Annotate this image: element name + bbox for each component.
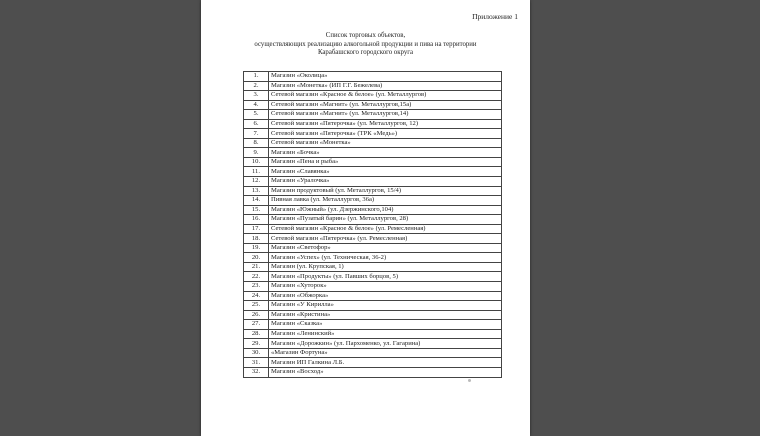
table-row xyxy=(244,272,502,282)
row-number: 23. xyxy=(244,282,269,292)
table-row xyxy=(244,205,502,215)
store-name: Магазин «Дорожкин» (ул. Пархоменко, ул. Гагарина) xyxy=(269,339,502,349)
row-number: 18. xyxy=(244,234,269,244)
row-number: 13. xyxy=(244,186,269,196)
store-name: Магазин «Монетка» (ИП Г.Г. Бежелева) xyxy=(269,81,502,91)
store-name: Сетевой магазин «Магнит» (ул. Металлургов,14) xyxy=(269,110,502,120)
store-name: Магазин «Пена и рыба» xyxy=(269,157,502,167)
row-number: 29. xyxy=(244,339,269,349)
store-name: Пивная лавка (ул. Металлургов, 36а) xyxy=(269,196,502,206)
row-number: 4. xyxy=(244,100,269,110)
row-number: 6. xyxy=(244,119,269,129)
store-name: Магазин «Продукты» (ул. Павших борцов, 5) xyxy=(269,272,502,282)
store-name: Магазин «Уралочка» xyxy=(269,177,502,187)
annex-label: Приложение 1 xyxy=(472,12,518,21)
store-name: Магазин «У Кирилла» xyxy=(269,301,502,311)
table-row xyxy=(244,329,502,339)
table-row xyxy=(244,110,502,120)
table-row xyxy=(244,348,502,358)
table-row xyxy=(244,234,502,244)
table-row xyxy=(244,367,502,377)
table-row xyxy=(244,186,502,196)
table-row xyxy=(244,157,502,167)
store-name: Магазин «Успех» (ул. Техническая, 36-2) xyxy=(269,253,502,263)
store-name: Магазин «Кристина» xyxy=(269,310,502,320)
row-number: 30. xyxy=(244,348,269,358)
store-name: Магазин «Сказка» xyxy=(269,320,502,330)
row-number: 12. xyxy=(244,177,269,187)
row-number: 22. xyxy=(244,272,269,282)
store-name: Магазин «Южный» (ул. Дзержинского,104) xyxy=(269,205,502,215)
table-row xyxy=(244,301,502,311)
row-number: 1. xyxy=(244,72,269,82)
table-row xyxy=(244,282,502,292)
store-name: Сетевой магазин «Пятерочка» (ул. Ремесленная) xyxy=(269,234,502,244)
row-number: 27. xyxy=(244,320,269,330)
row-number: 24. xyxy=(244,291,269,301)
store-name: Сетевой магазин «Пятерочка» (ТРК «Медь») xyxy=(269,129,502,139)
document-title xyxy=(201,32,530,58)
title-line-2: осуществляющих реализацию алкогольной продукции и пива на территории xyxy=(254,40,477,48)
row-number: 8. xyxy=(244,138,269,148)
row-number: 9. xyxy=(244,148,269,158)
row-number: 16. xyxy=(244,215,269,225)
store-name: Магазин «Околица» xyxy=(269,72,502,82)
store-name: Сетевой магазин «Монетка» xyxy=(269,138,502,148)
row-number: 28. xyxy=(244,329,269,339)
table-row xyxy=(244,262,502,272)
table-row xyxy=(244,320,502,330)
row-number: 20. xyxy=(244,253,269,263)
table-row xyxy=(244,243,502,253)
table-row xyxy=(244,167,502,177)
title-line-3: Карабашского городского округа xyxy=(317,49,414,57)
store-name: Сетевой магазин «Красное & белое» (ул. Ремесленная) xyxy=(269,224,502,234)
store-name: Магазин «Хуторок» xyxy=(269,282,502,292)
store-name: Магазин «Пузатый барин» (ул. Металлургов, 28) xyxy=(269,215,502,225)
store-name: Магазин «Обжорка» xyxy=(269,291,502,301)
table-row xyxy=(244,72,502,82)
table-row xyxy=(244,339,502,349)
table-row xyxy=(244,129,502,139)
row-number: 15. xyxy=(244,205,269,215)
store-name: Сетевой магазин «Красное & белое» (ул. Металлургов) xyxy=(269,91,502,101)
table-row xyxy=(244,358,502,368)
table-row xyxy=(244,148,502,158)
store-name: Магазин продуктовый (ул. Металлургов, 15/4) xyxy=(269,186,502,196)
table-row xyxy=(244,291,502,301)
row-number: 2. xyxy=(244,81,269,91)
table-row xyxy=(244,91,502,101)
table-row xyxy=(244,196,502,206)
row-number: 25. xyxy=(244,301,269,311)
store-name: Магазин «Славянка» xyxy=(269,167,502,177)
table-row xyxy=(244,81,502,91)
store-name: Магазин «Ленинский» xyxy=(269,329,502,339)
table-row xyxy=(244,310,502,320)
stores-table xyxy=(243,71,502,378)
store-name: Сетевой магазин «Пятерочка» (ул. Металлургов, 12) xyxy=(269,119,502,129)
store-name: Сетевой магазин «Магнит» (ул. Металлургов,15а) xyxy=(269,100,502,110)
row-number: 11. xyxy=(244,167,269,177)
table-row xyxy=(244,224,502,234)
store-name: Магазин «Бочка» xyxy=(269,148,502,158)
scan-speck xyxy=(468,379,471,382)
document-page xyxy=(201,0,530,436)
row-number: 31. xyxy=(244,358,269,368)
row-number: 10. xyxy=(244,157,269,167)
row-number: 14. xyxy=(244,196,269,206)
table-row xyxy=(244,253,502,263)
row-number: 7. xyxy=(244,129,269,139)
row-number: 32. xyxy=(244,367,269,377)
row-number: 3. xyxy=(244,91,269,101)
table-row xyxy=(244,177,502,187)
table-row xyxy=(244,100,502,110)
table-row xyxy=(244,138,502,148)
store-name: Магазин «Восход» xyxy=(269,367,502,377)
store-name: Магазин (ул. Крупская, 1) xyxy=(269,262,502,272)
table-row xyxy=(244,119,502,129)
row-number: 5. xyxy=(244,110,269,120)
row-number: 26. xyxy=(244,310,269,320)
title-line-1: Список торговых объектов, xyxy=(325,32,406,39)
row-number: 21. xyxy=(244,262,269,272)
store-name: Магазин ИП Галкина Л.Б. xyxy=(269,358,502,368)
table-row xyxy=(244,215,502,225)
row-number: 19. xyxy=(244,243,269,253)
store-name: Магазин «Светофор» xyxy=(269,243,502,253)
store-name: «Магазин Фортуна» xyxy=(269,348,502,358)
row-number: 17. xyxy=(244,224,269,234)
